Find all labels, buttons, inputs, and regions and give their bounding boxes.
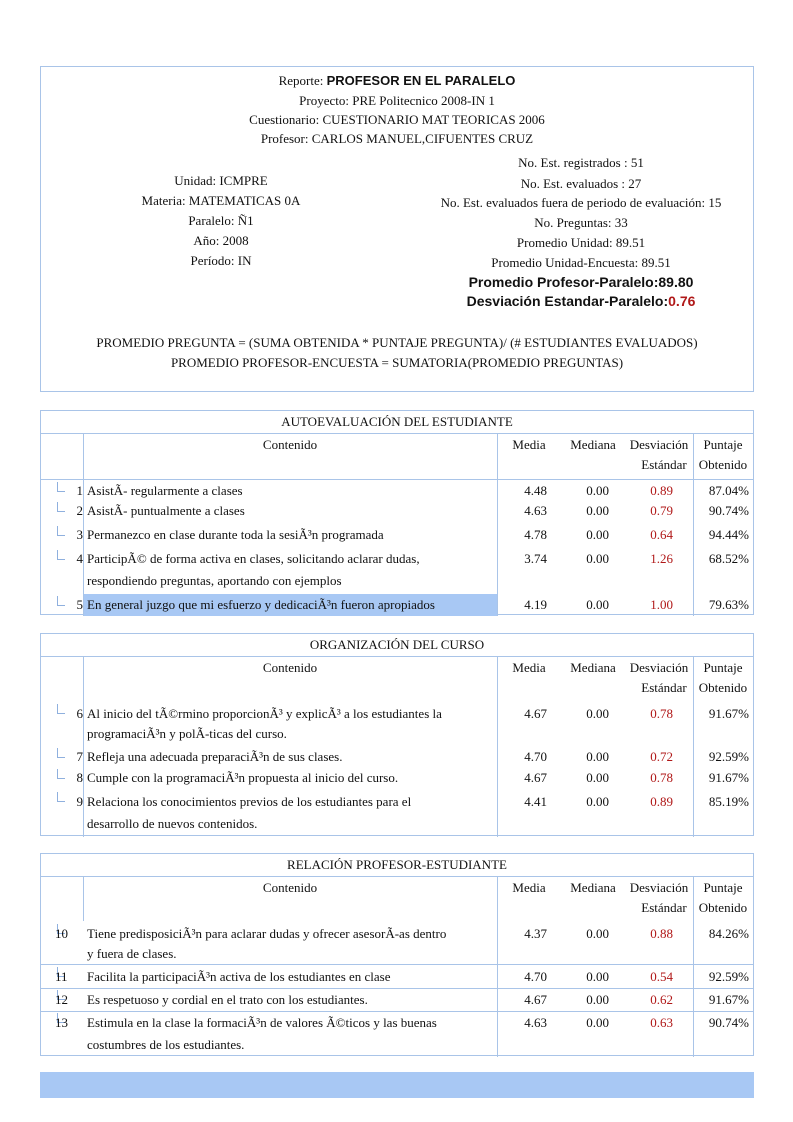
column-header-puntaje: Puntaje Obtenido <box>698 880 748 915</box>
question-text-cont: desarrollo de nuevos contenidos. <box>87 816 258 831</box>
table-row: 8 Cumple con la programaciÃ³n propuesta al inicio del curso. 4.67 0.00 0.78 91.67% <box>41 768 753 788</box>
project-line: Proyecto: PRE Politecnico 2008-IN 1 <box>299 93 495 108</box>
question-text: Es respetuoso y cordial en el trato con los estudiantes. <box>87 992 368 1007</box>
unit-average: Promedio Unidad: 89.51 <box>516 235 646 250</box>
unit-survey-average: Promedio Unidad-Encuesta: 89.51 <box>491 255 671 270</box>
question-text: Al inicio del tÃ©rmino proporcionÃ³ y explicÃ³ a los estudiantes la <box>87 706 442 721</box>
professor-line: Profesor: CARLOS MANUEL,CIFUENTES CRUZ <box>260 131 534 146</box>
table-row: 13 Estimula en la clase la formaciÃ³n de valores Ã©ticos y las buenas costumbres de los estudiantes. 4.63 0.00 0.63 90.74% <box>41 1012 753 1056</box>
section-autoevaluacion <box>40 410 754 615</box>
questionnaire-line: Cuestionario: CUESTIONARIO MAT TEORICAS 2006 <box>249 112 545 127</box>
section-title: AUTOEVALUACIÓN DEL ESTUDIANTE <box>41 411 753 434</box>
column-header-media: Media <box>512 880 546 895</box>
column-header-media: Media <box>512 660 546 675</box>
subject-line: Materia: MATEMATICAS 0A <box>141 193 301 208</box>
table-row: 6 Al inicio del tÃ©rmino proporcionÃ³ y explicÃ³ a los estudiantes la programaciÃ³n y polÃ-ticas del curso. 4.67 0.00 0.78 91.67% <box>41 704 753 744</box>
question-text: Estimula en la clase la formaciÃ³n de valores Ã©ticos y las buenas <box>87 1015 437 1030</box>
question-text: Refleja una adecuada preparaciÃ³n de sus clases. <box>87 749 343 764</box>
column-header-mediana: Mediana <box>570 660 616 675</box>
column-header-desviacion: Desviación Estándar <box>629 437 689 472</box>
question-text: Relaciona los conocimientos previos de los estudiantes para el <box>87 794 412 809</box>
evaluated-students: No. Est. evaluados : 27 <box>520 176 642 191</box>
table-row: 1 AsistÃ- regularmente a clases 4.48 0.00 0.89 87.04% <box>41 480 753 502</box>
report-type: PROFESOR EN EL PARALELO <box>326 73 516 88</box>
evaluated-out-of-period: No. Est. evaluados fuera de periodo de evaluación: 15 <box>440 195 722 210</box>
column-header-mediana: Mediana <box>570 880 616 895</box>
professor-average: Promedio Profesor-Paralelo:89.80 <box>468 274 694 290</box>
question-text: AsistÃ- puntualmente a clases <box>87 503 245 518</box>
question-text-cont: costumbres de los estudiantes. <box>87 1037 245 1052</box>
section-title: ORGANIZACIÓN DEL CURSO <box>41 634 753 657</box>
registered-students: No. Est. registrados : 51 <box>518 155 644 170</box>
question-text: Facilita la participaciÃ³n activa de los estudiantes en clase <box>87 969 391 984</box>
question-count: No. Preguntas: 33 <box>534 215 628 230</box>
period-line: Período: IN <box>190 253 252 268</box>
column-header-contenido: Contenido <box>262 660 318 675</box>
table-row: 2 AsistÃ- puntualmente a clases 4.63 0.00 0.79 90.74% <box>41 500 753 522</box>
section-relacion <box>40 853 754 1056</box>
column-header-contenido: Contenido <box>262 437 318 452</box>
column-header-desviacion: Desviación Estándar <box>629 660 689 695</box>
year-line: Año: 2008 <box>193 233 249 248</box>
column-header-desviacion: Desviación Estándar <box>629 880 689 915</box>
table-row: 12 Es respetuoso y cordial en el trato con los estudiantes. 4.67 0.00 0.62 91.67% <box>41 989 753 1011</box>
question-text: Tiene predisposiciÃ³n para aclarar dudas y ofrecer asesorÃ-as dentro <box>87 926 447 941</box>
std-deviation: Desviación Estandar-Paralelo:0.76 <box>466 293 696 309</box>
table-row: 7 Refleja una adecuada preparaciÃ³n de sus clases. 4.70 0.00 0.72 92.59% <box>41 747 753 767</box>
column-header-media: Media <box>512 437 546 452</box>
question-text: Cumple con la programaciÃ³n propuesta al inicio del curso. <box>87 770 399 785</box>
formula-question-average: PROMEDIO PREGUNTA = (SUMA OBTENIDA * PUNTAJE PREGUNTA)/ (# ESTUDIANTES EVALUADOS) <box>96 335 698 350</box>
question-text: En general juzgo que mi esfuerzo y dedicaciÃ³n fueron apropiados <box>84 594 497 616</box>
question-text: Permanezco en clase durante toda la sesiÃ³n programada <box>87 527 384 542</box>
table-row: 3 Permanezco en clase durante toda la sesiÃ³n programada 4.78 0.00 0.64 94.44% <box>41 524 753 546</box>
formula-professor-survey: PROMEDIO PROFESOR-ENCUESTA = SUMATORIA(PROMEDIO PREGUNTAS) <box>170 355 624 370</box>
table-row: 9 Relaciona los conocimientos previos de los estudiantes para el desarrollo de nuevos contenidos. 4.41 0.00 0.89 85.19% <box>41 791 753 835</box>
question-text: AsistÃ- regularmente a clases <box>87 483 243 498</box>
unit-line: Unidad: ICMPRE <box>174 173 268 188</box>
table-row: 10 Tiene predisposiciÃ³n para aclarar dudas y ofrecer asesorÃ-as dentro y fuera de clases. 4.37 0.00 0.88 84.26% <box>41 924 753 964</box>
section-title: RELACIÓN PROFESOR-ESTUDIANTE <box>41 854 753 877</box>
parallel-line: Paralelo: Ñ1 <box>188 213 254 228</box>
report-header <box>40 66 754 392</box>
footer-bar <box>40 1072 754 1098</box>
report-title: Reporte: PROFESOR EN EL PARALELO <box>278 73 516 88</box>
column-header-puntaje: Puntaje Obtenido <box>698 660 748 695</box>
column-header-puntaje: Puntaje Obtenido <box>698 437 748 472</box>
table-row-highlighted: 5 En general juzgo que mi esfuerzo y dedicaciÃ³n fueron apropiados 4.19 0.00 1.00 79.63% <box>41 594 753 616</box>
table-row: 11 Facilita la participaciÃ³n activa de los estudiantes en clase 4.70 0.00 0.54 92.59% <box>41 966 753 988</box>
question-text-cont: programaciÃ³n y polÃ-ticas del curso. <box>87 726 287 741</box>
table-row: 4 ParticipÃ© de forma activa en clases, solicitando aclarar dudas, respondiendo preguntas, aportando con ejemplos 3.74 0.00 1.26 68.52% <box>41 548 753 592</box>
column-header-mediana: Mediana <box>570 437 616 452</box>
std-deviation-value: 0.76 <box>668 293 696 309</box>
question-text-cont: respondiendo preguntas, aportando con ejemplos <box>87 573 342 588</box>
question-text: ParticipÃ© de forma activa en clases, solicitando aclarar dudas, <box>87 551 420 566</box>
section-organizacion <box>40 633 754 836</box>
question-text-cont: y fuera de clases. <box>87 946 177 961</box>
column-header-contenido: Contenido <box>262 880 318 895</box>
